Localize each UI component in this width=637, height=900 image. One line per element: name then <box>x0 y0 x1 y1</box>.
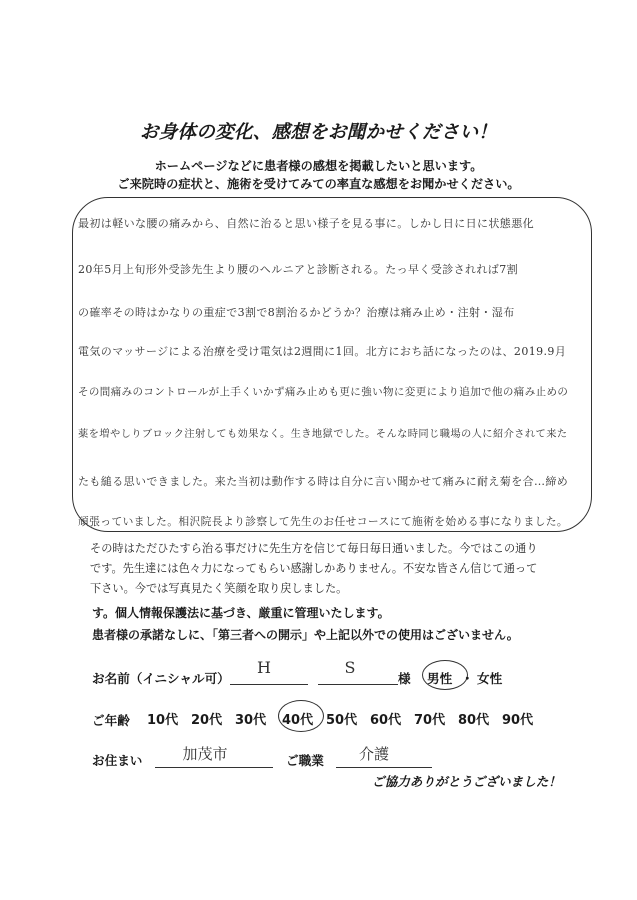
privacy-notice-line-1: す。個人情報保護法に基づき、厳重に管理いたします。 <box>92 606 390 620</box>
gender-male-option[interactable]: 男性 <box>427 671 453 686</box>
age-option-90[interactable]: 90代 <box>502 713 534 728</box>
handwritten-line: 薬を増やしりブロック注射しても効果なく。生き地獄でした。そんな時同じ職場の人に紹介されて来た <box>78 428 568 440</box>
name-underline-1 <box>230 684 308 685</box>
handwritten-line: 電気のマッサージによる治療を受け電気は2週間に1回。北方におち話になったのは、2019.9月 <box>78 345 567 358</box>
age-label: ご年齢 <box>92 713 130 728</box>
age-option-20[interactable]: 20代 <box>191 713 223 728</box>
handwritten-line: その間痛みのコントロールが上手くいかず痛み止めも更に強い物に変更により追加で他の痛み止めの <box>78 386 569 398</box>
continuation-line: その時はただひたすら治る事だけに先生方を信じて毎日毎日通いました。今ではこの通り <box>90 542 538 555</box>
job-underline <box>336 767 432 768</box>
name-underline-2 <box>318 684 398 685</box>
age-option-80[interactable]: 80代 <box>458 713 490 728</box>
continuation-line: です。先生達には色々力になってもらい感謝しかありません。不安な皆さん信じて通って <box>90 562 538 575</box>
job-value[interactable]: 介護 <box>358 745 389 763</box>
address-value[interactable]: 加茂市 <box>182 745 228 763</box>
intro-line-2: ご来院時の症状と、施術を受けてみての率直な感想をお聞かせください。 <box>117 177 520 191</box>
handwritten-line: 頑張っていました。相沢院長より診察して先生のお任せコースにて施術を始める事になりました。 <box>78 515 569 528</box>
age-option-10[interactable]: 10代 <box>147 713 179 728</box>
address-label: お住まい <box>92 753 143 768</box>
page-title: お身体の変化、感想をお聞かせください！ <box>139 122 498 143</box>
age-option-70[interactable]: 70代 <box>414 713 446 728</box>
age-option-30[interactable]: 30代 <box>235 713 267 728</box>
handwritten-line: たも縋る思いできました。来た当初は動作する時は自分に言い聞かせて痛みに耐え菊を合…締め <box>78 475 569 488</box>
handwritten-line: の確率その時はかなりの重症で3割で8割治るかどうか？治療は痛み止め・注射・湿布 <box>78 306 515 319</box>
address-underline <box>155 767 273 768</box>
age-option-50[interactable]: 50代 <box>326 713 358 728</box>
gender-separator: ・ <box>461 671 474 686</box>
continuation-line: 下さい。今では写真見たく笑顔を取り戻しました。 <box>90 582 348 595</box>
name-initial-2[interactable]: S <box>344 658 356 677</box>
age-option-40[interactable]: 40代 <box>282 713 314 728</box>
gender-female-option[interactable]: 女性 <box>477 671 503 686</box>
age-option-60[interactable]: 60代 <box>370 713 402 728</box>
name-initial-1[interactable]: H <box>257 658 271 677</box>
thanks-message: ご協力ありがとうございました！ <box>372 774 561 789</box>
handwritten-line: 最初は軽いな腰の痛みから、自然に治ると思い様子を見る事に。しかし日に日に状態悪化 <box>78 217 534 230</box>
job-label: ご職業 <box>286 753 324 768</box>
privacy-notice-line-2: 患者様の承諾なしに、「第三者への開示」や上記以外での使用はございません。 <box>92 628 519 642</box>
name-label: お名前（イニシャル可） <box>92 671 230 686</box>
honorific: 様 <box>398 671 411 686</box>
handwritten-line: 20年5月上旬形外受診先生より腰のヘルニアと診断される。たっ早く受診されれば7割 <box>78 263 518 276</box>
intro-line-1: ホームページなどに患者様の感想を掲載したいと思います。 <box>154 159 483 173</box>
